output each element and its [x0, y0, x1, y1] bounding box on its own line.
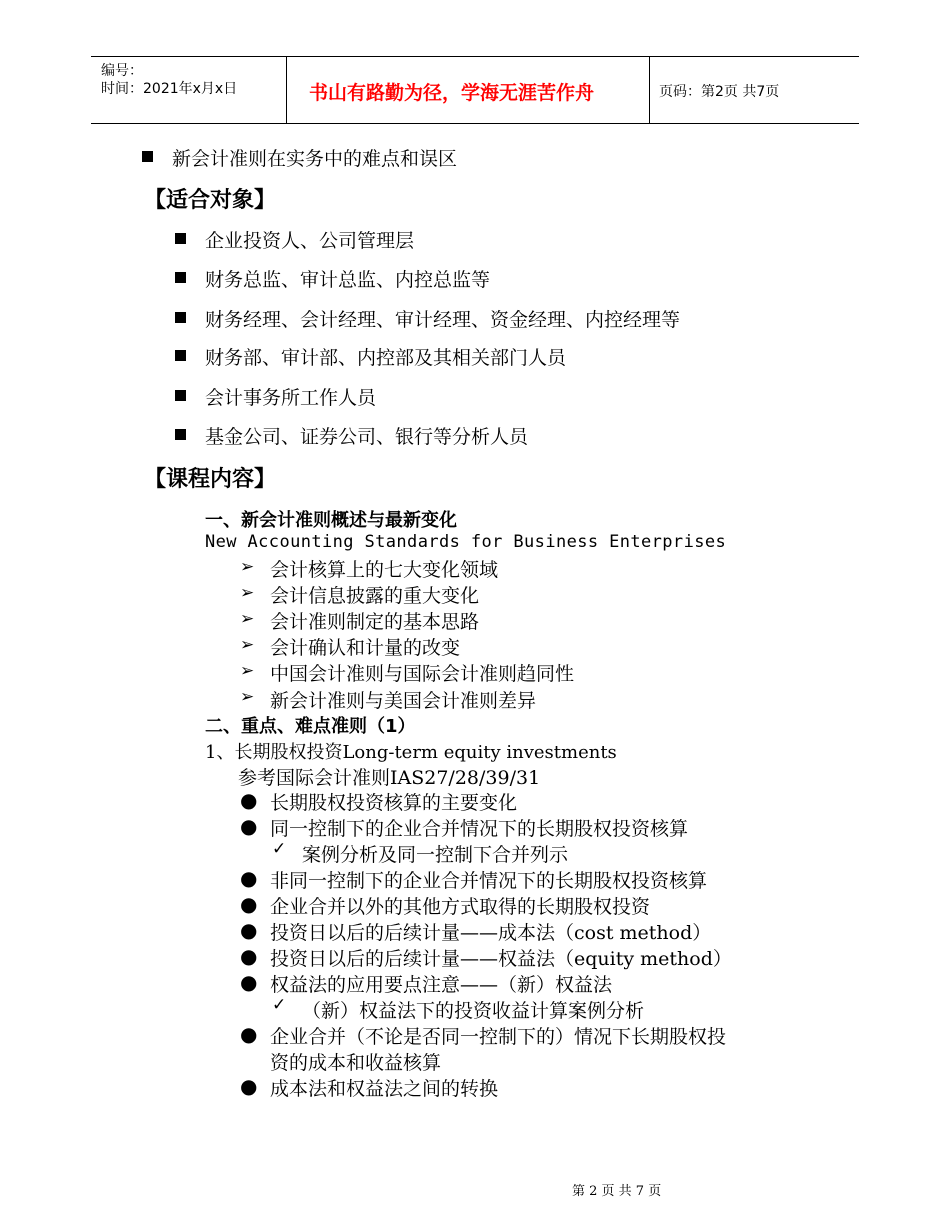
date-label: 时间：2021年x月x日 — [101, 81, 238, 97]
round-bullet-icon: ● — [240, 944, 258, 968]
section2-bullet: 成本法和权益法之间的转换 — [270, 1078, 499, 1100]
audience-item: 财务总监、审计总监、内控总监等 — [205, 269, 491, 291]
round-bullet-icon: ● — [240, 866, 258, 890]
round-bullet-icon: ● — [240, 892, 258, 916]
arrow-bullet-icon: ➢ — [240, 635, 255, 655]
section2-check-item: （新）权益法下的投资收益计算案例分析 — [302, 1000, 645, 1022]
audience-item: 财务经理、会计经理、审计经理、资金经理、内控经理等 — [205, 309, 681, 331]
motto-text: 书山有路勤为径，学海无涯苦作舟 — [309, 82, 595, 104]
round-bullet-icon: ● — [240, 1074, 258, 1098]
arrow-bullet-icon: ➢ — [240, 687, 255, 707]
audience-heading: 【适合对象】 — [144, 188, 277, 213]
intro-bullet-text: 新会计准则在实务中的难点和误区 — [172, 148, 458, 170]
arrow-bullet-icon: ➢ — [240, 557, 255, 577]
square-bullet-icon — [175, 312, 186, 323]
square-bullet-icon — [175, 429, 186, 440]
number-label: 编号： — [101, 63, 143, 79]
square-bullet-icon — [175, 272, 186, 283]
audience-item: 基金公司、证券公司、银行等分析人员 — [205, 426, 529, 448]
section2-bullet: 长期股权投资核算的主要变化 — [270, 792, 518, 814]
section2-check-item: 案例分析及同一控制下合并列示 — [302, 844, 569, 866]
course-heading: 【课程内容】 — [144, 467, 277, 492]
square-bullet-icon — [175, 233, 186, 244]
check-bullet-icon: ✓ — [272, 839, 287, 859]
section1-item: 中国会计准则与国际会计准则趋同性 — [270, 663, 575, 685]
header-divider — [649, 57, 650, 123]
header-table — [91, 56, 859, 124]
audience-item: 企业投资人、公司管理层 — [205, 230, 415, 252]
section1-subtitle: New Accounting Standards for Business Enterprises — [205, 532, 727, 552]
arrow-bullet-icon: ➢ — [240, 609, 255, 629]
section1-item: 会计准则制定的基本思路 — [270, 611, 480, 633]
check-bullet-icon: ✓ — [272, 995, 287, 1015]
section2-sub1-text: 1、长期股权投资Long-term equity investments — [205, 742, 617, 763]
header-divider — [286, 57, 287, 123]
section2-ref: 参考国际会计准则IAS27/28/39/31 — [238, 767, 541, 789]
page-footer: 第 2 页 共 7 页 — [572, 1184, 662, 1199]
section1-title: 一、新会计准则概述与最新变化 — [205, 510, 457, 531]
round-bullet-icon: ● — [240, 788, 258, 812]
section2-bullet: 企业合并以外的其他方式取得的长期股权投资 — [270, 896, 651, 918]
section2-bullet: 非同一控制下的企业合并情况下的长期股权投资核算 — [270, 870, 708, 892]
arrow-bullet-icon: ➢ — [240, 661, 255, 681]
arrow-bullet-icon: ➢ — [240, 583, 255, 603]
section2-bullet: 企业合并（不论是否同一控制下的）情况下长期股权投 — [270, 1026, 727, 1048]
section1-item: 会计确认和计量的改变 — [270, 637, 461, 659]
section2-bullet: 同一控制下的企业合并情况下的长期股权投资核算 — [270, 818, 689, 840]
round-bullet-icon: ● — [240, 814, 258, 838]
round-bullet-icon: ● — [240, 970, 258, 994]
square-bullet-icon — [142, 151, 153, 162]
section2-title: 二、重点、难点准则（1） — [205, 716, 416, 737]
round-bullet-icon: ● — [240, 918, 258, 942]
section2-sub1 — [205, 738, 617, 764]
section1-item: 新会计准则与美国会计准则差异 — [270, 690, 537, 712]
section2-bullet-continuation: 资的成本和收益核算 — [270, 1052, 442, 1074]
square-bullet-icon — [175, 350, 186, 361]
section2-bullet: 权益法的应用要点注意——（新）权益法 — [270, 974, 613, 996]
square-bullet-icon — [175, 390, 186, 401]
section1-item: 会计信息披露的重大变化 — [270, 585, 480, 607]
page-info: 页码：第2页 共7页 — [659, 84, 780, 100]
section2-bullet: 投资日以后的后续计量——成本法（cost method） — [270, 922, 712, 944]
section1-item: 会计核算上的七大变化领域 — [270, 559, 499, 581]
audience-item: 会计事务所工作人员 — [205, 387, 377, 409]
round-bullet-icon: ● — [240, 1022, 258, 1046]
audience-item: 财务部、审计部、内控部及其相关部门人员 — [205, 347, 567, 369]
section2-bullet: 投资日以后的后续计量——权益法（equity method） — [270, 948, 732, 970]
